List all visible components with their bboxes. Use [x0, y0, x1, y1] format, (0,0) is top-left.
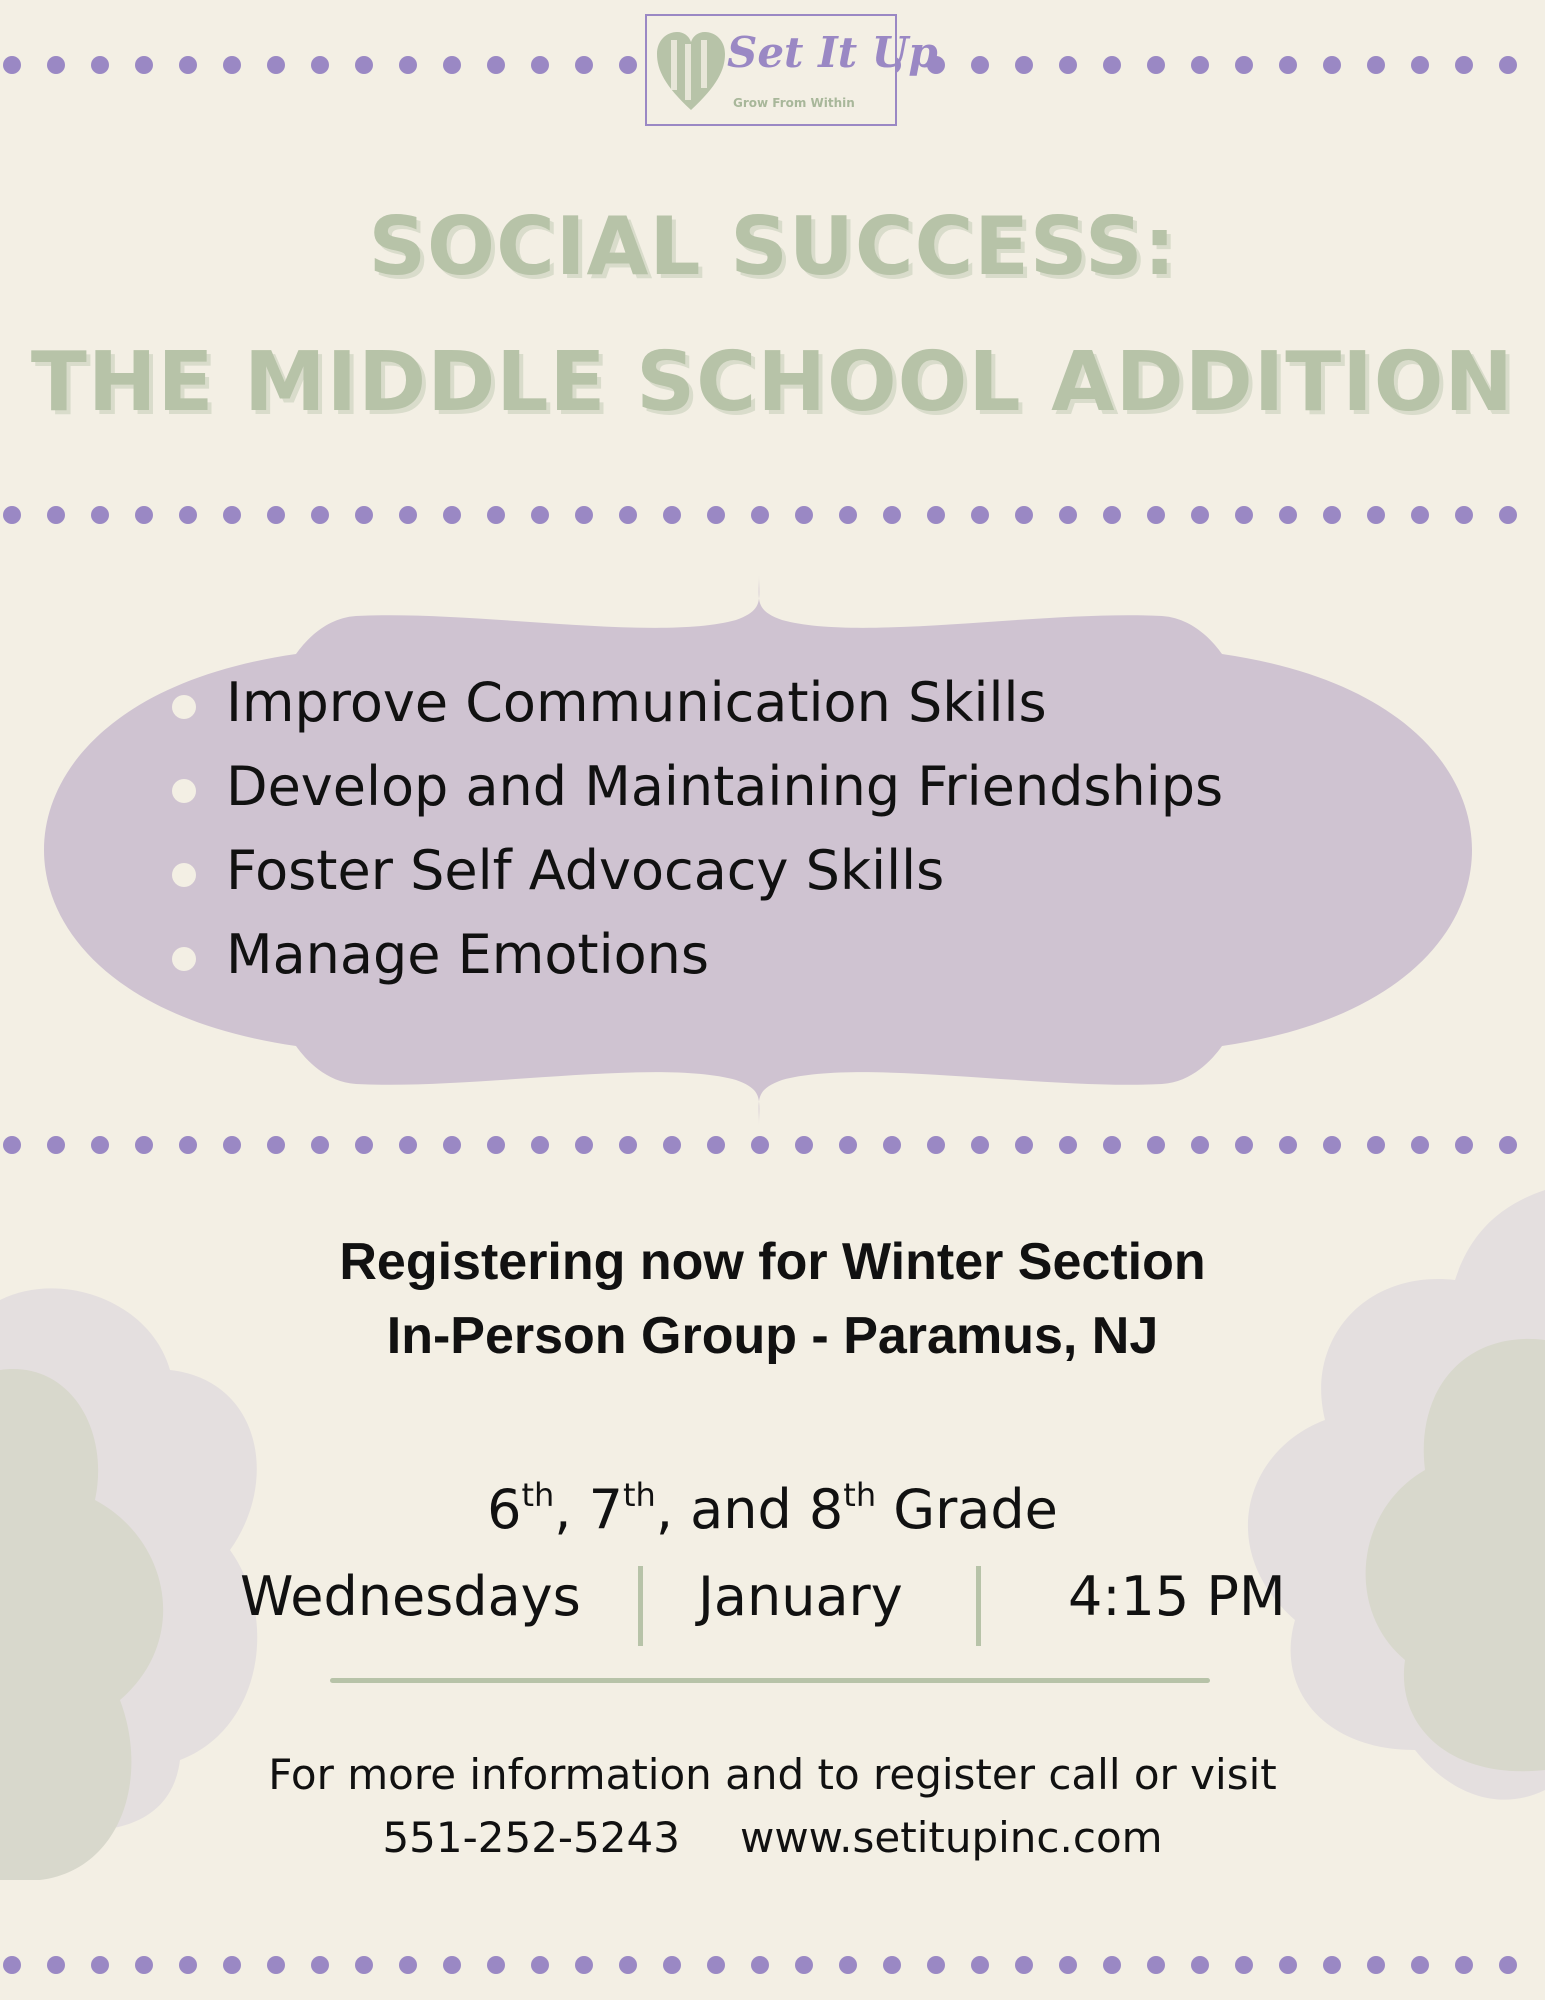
- logo-tagline: Grow From Within: [733, 96, 855, 110]
- dot-icon: [1367, 56, 1385, 74]
- dot-icon: [1455, 1956, 1473, 1974]
- dot-icon: [91, 1956, 109, 1974]
- dot-icon: [1147, 1136, 1165, 1154]
- dot-icon: [971, 506, 989, 524]
- dot-icon: [575, 56, 593, 74]
- dot-icon: [883, 506, 901, 524]
- dot-icon: [443, 1956, 461, 1974]
- dotted-divider-middle: [0, 1130, 1545, 1160]
- dot-icon: [1323, 1136, 1341, 1154]
- dot-icon: [223, 1136, 241, 1154]
- bullet-icon: [172, 695, 196, 719]
- schedule-month: January: [698, 1565, 903, 1628]
- dot-icon: [311, 1136, 329, 1154]
- dotted-divider-upper: [0, 500, 1545, 530]
- dot-icon: [1367, 1136, 1385, 1154]
- skill-label: Manage Emotions: [226, 923, 709, 986]
- dot-icon: [399, 506, 417, 524]
- dot-icon: [47, 506, 65, 524]
- dot-icon: [1059, 506, 1077, 524]
- dotted-divider-bottom: [0, 1950, 1545, 1980]
- dot-icon: [1411, 506, 1429, 524]
- dot-icon: [47, 56, 65, 74]
- grade-6-suffix: th: [521, 1476, 555, 1514]
- dot-icon: [311, 56, 329, 74]
- dot-icon: [443, 56, 461, 74]
- schedule-time: 4:15 PM: [1068, 1565, 1286, 1628]
- dot-icon: [1015, 1956, 1033, 1974]
- registration-line-1: Registering now for Winter Section: [339, 1233, 1206, 1291]
- dot-icon: [487, 1956, 505, 1974]
- dot-icon: [3, 1956, 21, 1974]
- dot-icon: [619, 56, 637, 74]
- dot-icon: [883, 1956, 901, 1974]
- dot-icon: [91, 1136, 109, 1154]
- bullet-icon: [172, 779, 196, 803]
- dot-icon: [927, 1956, 945, 1974]
- dot-icon: [795, 506, 813, 524]
- dot-icon: [1455, 1136, 1473, 1154]
- dot-icon: [575, 1136, 593, 1154]
- dot-icon: [1367, 506, 1385, 524]
- dot-icon: [311, 1956, 329, 1974]
- dot-icon: [1279, 1956, 1297, 1974]
- dot-icon: [135, 506, 153, 524]
- dot-icon: [1455, 56, 1473, 74]
- dot-icon: [487, 1136, 505, 1154]
- dot-icon: [267, 1136, 285, 1154]
- dot-icon: [663, 1136, 681, 1154]
- dot-icon: [443, 506, 461, 524]
- left-decorative-blob: [0, 1280, 280, 1900]
- dot-icon: [91, 506, 109, 524]
- dot-icon: [223, 506, 241, 524]
- schedule-day: Wednesdays: [240, 1565, 581, 1628]
- grade-levels: [0, 1478, 1545, 1541]
- dot-icon: [47, 1136, 65, 1154]
- dot-icon: [619, 506, 637, 524]
- skill-label: Improve Communication Skills: [226, 671, 1047, 734]
- dot-icon: [1015, 1136, 1033, 1154]
- dot-icon: [971, 1956, 989, 1974]
- dot-icon: [355, 56, 373, 74]
- dot-icon: [927, 1136, 945, 1154]
- dot-icon: [1235, 1136, 1253, 1154]
- grade-6: 6: [487, 1478, 522, 1541]
- dot-icon: [487, 506, 505, 524]
- dot-icon: [1279, 506, 1297, 524]
- dot-icon: [1103, 1136, 1121, 1154]
- title-line-1: SOCIAL SUCCESS:: [368, 200, 1177, 293]
- dot-icon: [355, 1136, 373, 1154]
- schedule-divider: [976, 1566, 981, 1646]
- dot-icon: [1411, 1136, 1429, 1154]
- dot-icon: [971, 56, 989, 74]
- dot-icon: [751, 1136, 769, 1154]
- dot-icon: [575, 506, 593, 524]
- dot-icon: [619, 1136, 637, 1154]
- list-item: [168, 833, 1223, 917]
- dot-icon: [267, 1956, 285, 1974]
- dot-icon: [179, 1956, 197, 1974]
- dot-icon: [1147, 506, 1165, 524]
- dot-icon: [487, 56, 505, 74]
- dot-icon: [531, 1136, 549, 1154]
- dot-icon: [399, 1956, 417, 1974]
- dot-icon: [3, 56, 21, 74]
- dot-icon: [355, 506, 373, 524]
- dot-icon: [1499, 506, 1517, 524]
- dot-icon: [1191, 1136, 1209, 1154]
- dot-icon: [399, 1136, 417, 1154]
- dot-icon: [839, 1956, 857, 1974]
- dot-icon: [179, 56, 197, 74]
- dot-icon: [663, 1956, 681, 1974]
- dot-icon: [1323, 506, 1341, 524]
- dot-icon: [707, 506, 725, 524]
- title-line-2: THE MIDDLE SCHOOL ADDITION: [30, 335, 1515, 430]
- dot-icon: [839, 1136, 857, 1154]
- dot-icon: [1235, 506, 1253, 524]
- dot-icon: [223, 56, 241, 74]
- grade-8-suffix: th: [843, 1476, 877, 1514]
- dot-icon: [1103, 56, 1121, 74]
- dot-icon: [1499, 1136, 1517, 1154]
- dot-icon: [1279, 56, 1297, 74]
- list-item: [168, 665, 1223, 749]
- dot-icon: [531, 506, 549, 524]
- dot-icon: [1059, 56, 1077, 74]
- dot-icon: [1015, 56, 1033, 74]
- dot-icon: [751, 1956, 769, 1974]
- dot-icon: [531, 1956, 549, 1974]
- dot-icon: [1411, 1956, 1429, 1974]
- dot-icon: [3, 1136, 21, 1154]
- dot-icon: [1499, 1956, 1517, 1974]
- grade-7-suffix: th: [622, 1476, 656, 1514]
- schedule-divider: [638, 1566, 643, 1646]
- dot-icon: [707, 1136, 725, 1154]
- logo: [645, 14, 938, 126]
- contact-intro: For more information and to register call or visit: [268, 1750, 1277, 1799]
- dot-icon: [1279, 1136, 1297, 1154]
- dot-icon: [1059, 1136, 1077, 1154]
- dot-icon: [707, 1956, 725, 1974]
- dot-icon: [443, 1136, 461, 1154]
- dot-icon: [1103, 506, 1121, 524]
- dot-icon: [1455, 506, 1473, 524]
- dot-icon: [751, 506, 769, 524]
- dot-icon: [1191, 506, 1209, 524]
- skills-list: [168, 665, 1223, 1001]
- dot-icon: [267, 56, 285, 74]
- dot-icon: [1147, 1956, 1165, 1974]
- dot-icon: [1015, 506, 1033, 524]
- skill-label: Develop and Maintaining Friendships: [226, 755, 1224, 818]
- dot-icon: [1103, 1956, 1121, 1974]
- dot-icon: [839, 506, 857, 524]
- dot-icon: [575, 1956, 593, 1974]
- dot-icon: [971, 1136, 989, 1154]
- dot-icon: [927, 506, 945, 524]
- dot-icon: [619, 1956, 637, 1974]
- contact-website[interactable]: www.setitupinc.com: [739, 1813, 1163, 1862]
- dot-icon: [91, 56, 109, 74]
- dot-icon: [1191, 1956, 1209, 1974]
- dot-icon: [1323, 1956, 1341, 1974]
- dot-icon: [1367, 1956, 1385, 1974]
- contact-phone[interactable]: 551-252-5243: [382, 1813, 680, 1862]
- dot-icon: [267, 506, 285, 524]
- grade-7: 7: [588, 1478, 623, 1541]
- dot-icon: [1235, 56, 1253, 74]
- heart-logo-icon: [655, 30, 727, 114]
- dot-icon: [399, 56, 417, 74]
- contact-details: [0, 1813, 1545, 1862]
- dot-icon: [135, 1136, 153, 1154]
- dot-icon: [179, 1136, 197, 1154]
- dot-icon: [3, 506, 21, 524]
- dot-icon: [883, 1136, 901, 1154]
- dot-icon: [1499, 56, 1517, 74]
- bullet-icon: [172, 863, 196, 887]
- dot-icon: [1059, 1956, 1077, 1974]
- dot-icon: [663, 506, 681, 524]
- dot-icon: [135, 56, 153, 74]
- dot-icon: [311, 506, 329, 524]
- dot-icon: [1235, 1956, 1253, 1974]
- dot-icon: [1323, 56, 1341, 74]
- list-item: [168, 749, 1223, 833]
- dot-icon: [1411, 56, 1429, 74]
- divider-line: [330, 1678, 1210, 1683]
- dot-icon: [795, 1136, 813, 1154]
- logo-name: Set It Up: [727, 28, 938, 77]
- dot-icon: [1147, 56, 1165, 74]
- grade-label: Grade: [876, 1478, 1058, 1541]
- dot-icon: [531, 56, 549, 74]
- dot-icon: [223, 1956, 241, 1974]
- list-item: [168, 917, 1223, 1001]
- skill-label: Foster Self Advocacy Skills: [226, 839, 945, 902]
- grade-separator-1: ,: [554, 1478, 589, 1541]
- dot-icon: [179, 506, 197, 524]
- dot-icon: [135, 1956, 153, 1974]
- registration-line-2: In-Person Group - Paramus, NJ: [386, 1307, 1159, 1365]
- dot-icon: [47, 1956, 65, 1974]
- dot-icon: [1191, 56, 1209, 74]
- grade-separator-2: , and: [655, 1478, 809, 1541]
- dot-icon: [355, 1956, 373, 1974]
- bullet-icon: [172, 947, 196, 971]
- grade-8: 8: [808, 1478, 844, 1541]
- dot-icon: [795, 1956, 813, 1974]
